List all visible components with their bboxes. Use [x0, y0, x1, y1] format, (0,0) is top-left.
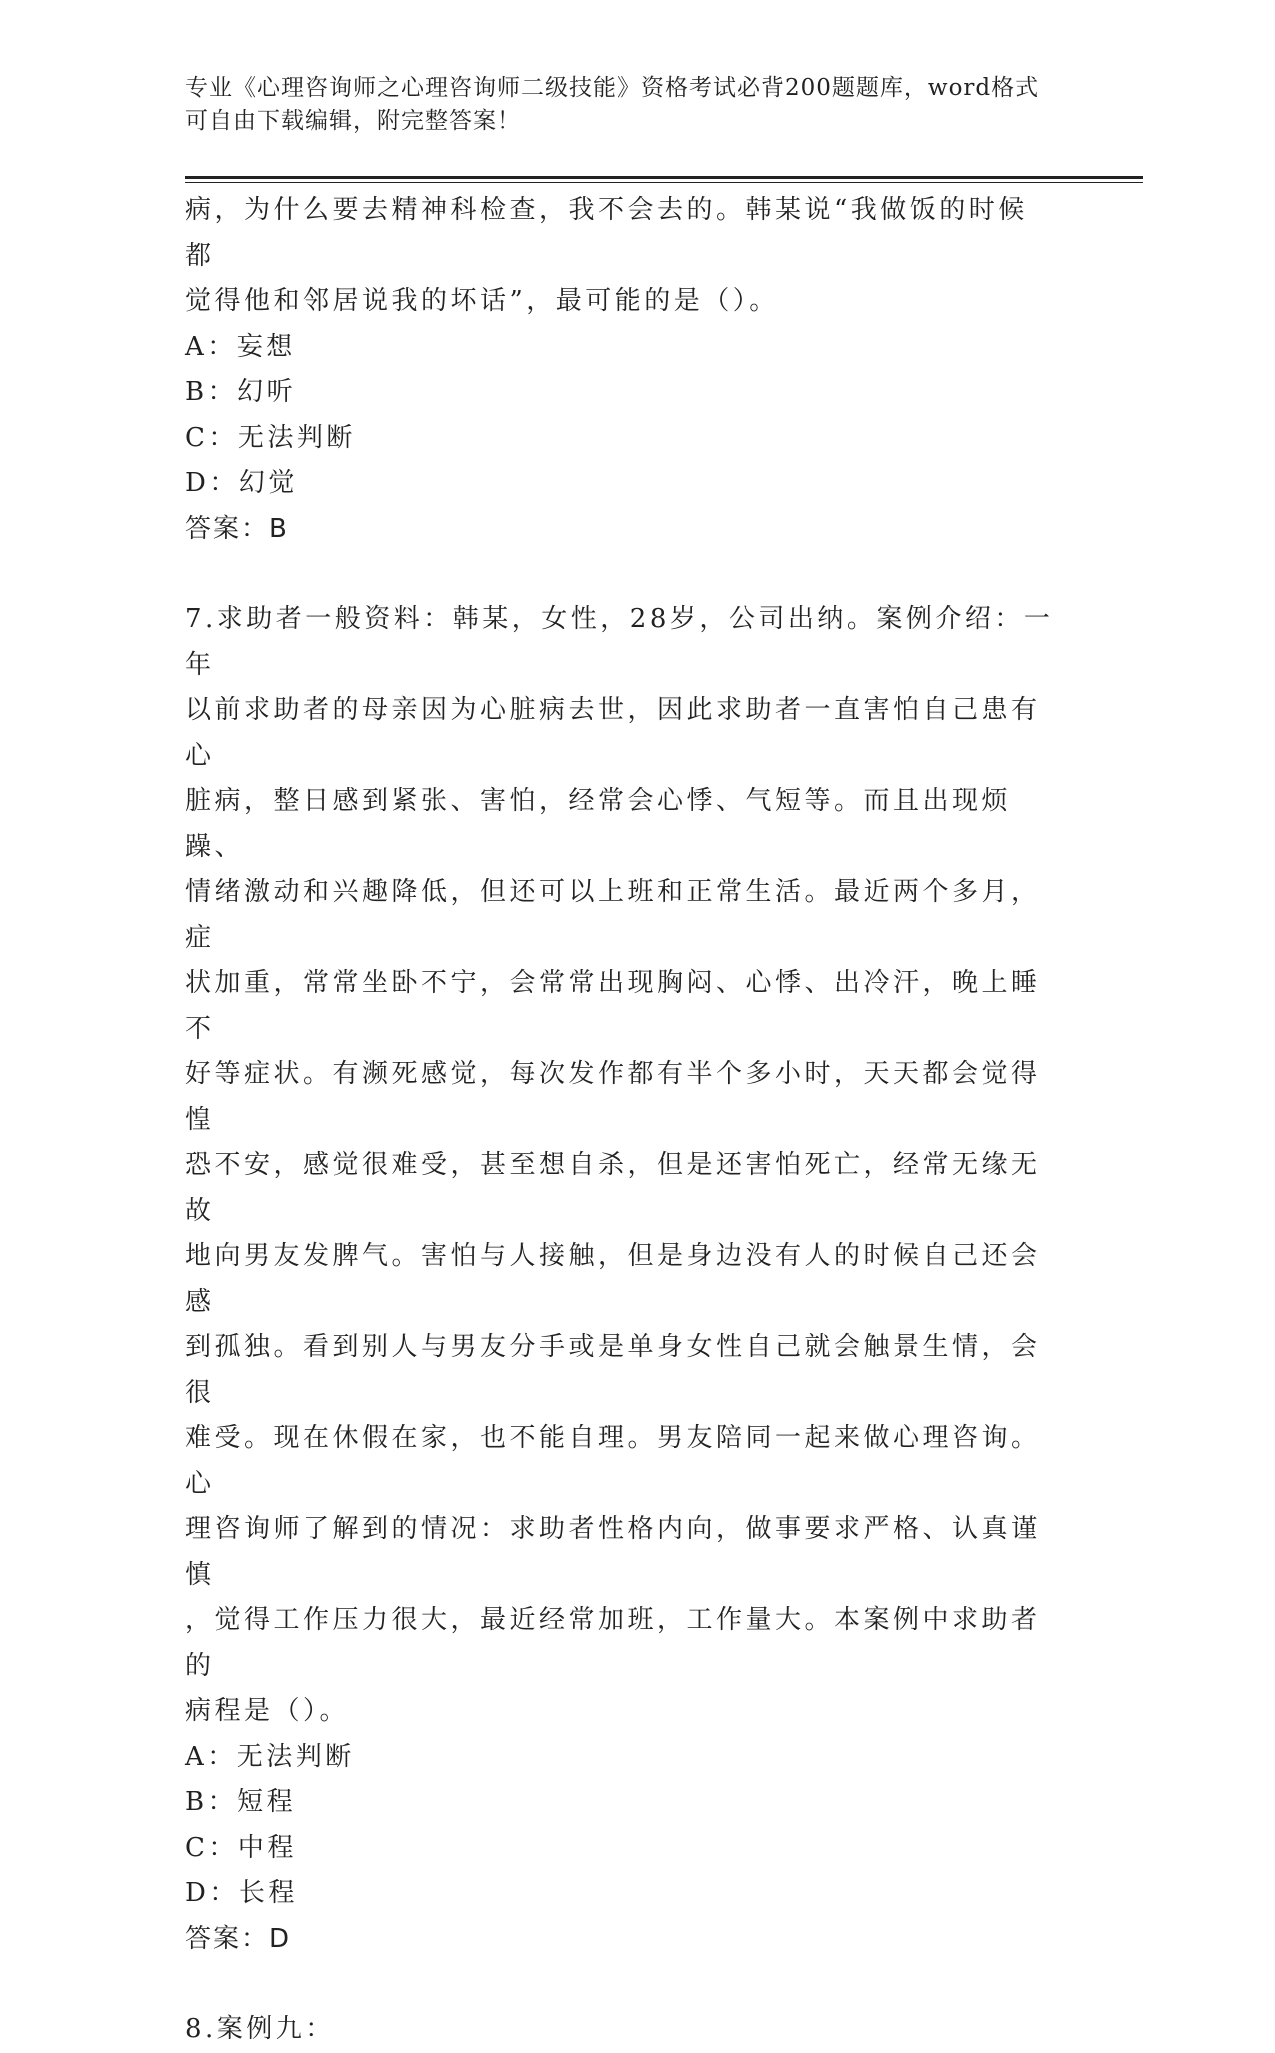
- question-7-option-b: B：短程: [185, 1787, 297, 1817]
- question-7-line: 到孤独。看到别人与男友分手或是单身女性自己就会触景生情，会很: [185, 1332, 1041, 1408]
- question-7-line: ，觉得工作压力很大，最近经常加班，工作量大。本案例中求助者的: [185, 1605, 1041, 1681]
- question-8: [185, 2007, 1055, 2053]
- page-content: [185, 188, 1055, 2053]
- header-rule-thin: [185, 182, 1143, 183]
- question-6-option-b: B：幻听: [185, 377, 297, 407]
- header-line-1: 专业《心理咨询师之心理咨询师二级技能》资格考试必背200题题库，word格式: [185, 75, 1040, 101]
- question-7-line: 理咨询师了解到的情况：求助者性格内向，做事要求严格、认真谨慎: [185, 1514, 1041, 1590]
- question-7-line: 好等症状。有濒死感觉，每次发作都有半个多小时，天天都会觉得惶: [185, 1059, 1041, 1135]
- header-line-2: 可自由下载编辑，附完整答案！: [185, 108, 521, 134]
- question-6-option-c: C：无法判断: [185, 422, 356, 453]
- question-8-text: 8.案例九：: [185, 2014, 335, 2044]
- question-6-text-line-2: 觉得他和邻居说我的坏话”，最可能的是（）。: [185, 286, 779, 316]
- question-6: [185, 188, 1055, 552]
- question-7-option-a: A：无法判断: [185, 1741, 355, 1772]
- question-7-option-d: D：长程: [185, 1878, 298, 1908]
- question-6-text-line-1: 病，为什么要去精神科检查，我不会去的。韩某说“我做饭的时候都: [185, 195, 1028, 271]
- question-7-line: 以前求助者的母亲因为心脏病去世，因此求助者一直害怕自己患有心: [185, 695, 1041, 771]
- spacer: [185, 552, 1055, 597]
- question-7-line: 脏病，整日感到紧张、害怕，经常会心悸、气短等。而且出现烦躁、: [185, 786, 1012, 862]
- question-7-line: 7.求助者一般资料：韩某，女性，28岁，公司出纳。案例介绍：一年: [185, 604, 1054, 680]
- question-7-line: 地向男友发脾气。害怕与人接触，但是身边没有人的时候自己还会感: [185, 1241, 1041, 1317]
- question-6-option-d: D：幻觉: [185, 468, 298, 498]
- question-7-line: 情绪激动和兴趣降低，但还可以上班和正常生活。最近两个多月，症: [185, 877, 1041, 953]
- question-7-line: 状加重，常常坐卧不宁，会常常出现胸闷、心悸、出冷汗，晚上睡不: [185, 968, 1041, 1044]
- question-7: [185, 597, 1055, 1962]
- question-7-line: 难受。现在休假在家，也不能自理。男友陪同一起来做心理咨询。心: [185, 1423, 1041, 1499]
- question-7-line: 恐不安，感觉很难受，甚至想自杀，但是还害怕死亡，经常无缘无故: [185, 1150, 1041, 1226]
- header-rule-thick: [185, 176, 1143, 179]
- spacer: [185, 1962, 1055, 2007]
- question-7-option-c: C：中程: [185, 1832, 297, 1863]
- question-6-answer: 答案：B: [185, 513, 289, 544]
- page-header: [185, 72, 1065, 138]
- question-7-answer: 答案：D: [185, 1923, 292, 1954]
- question-6-option-a: A：妄想: [185, 331, 296, 362]
- question-7-line: 病程是（）。: [185, 1696, 350, 1726]
